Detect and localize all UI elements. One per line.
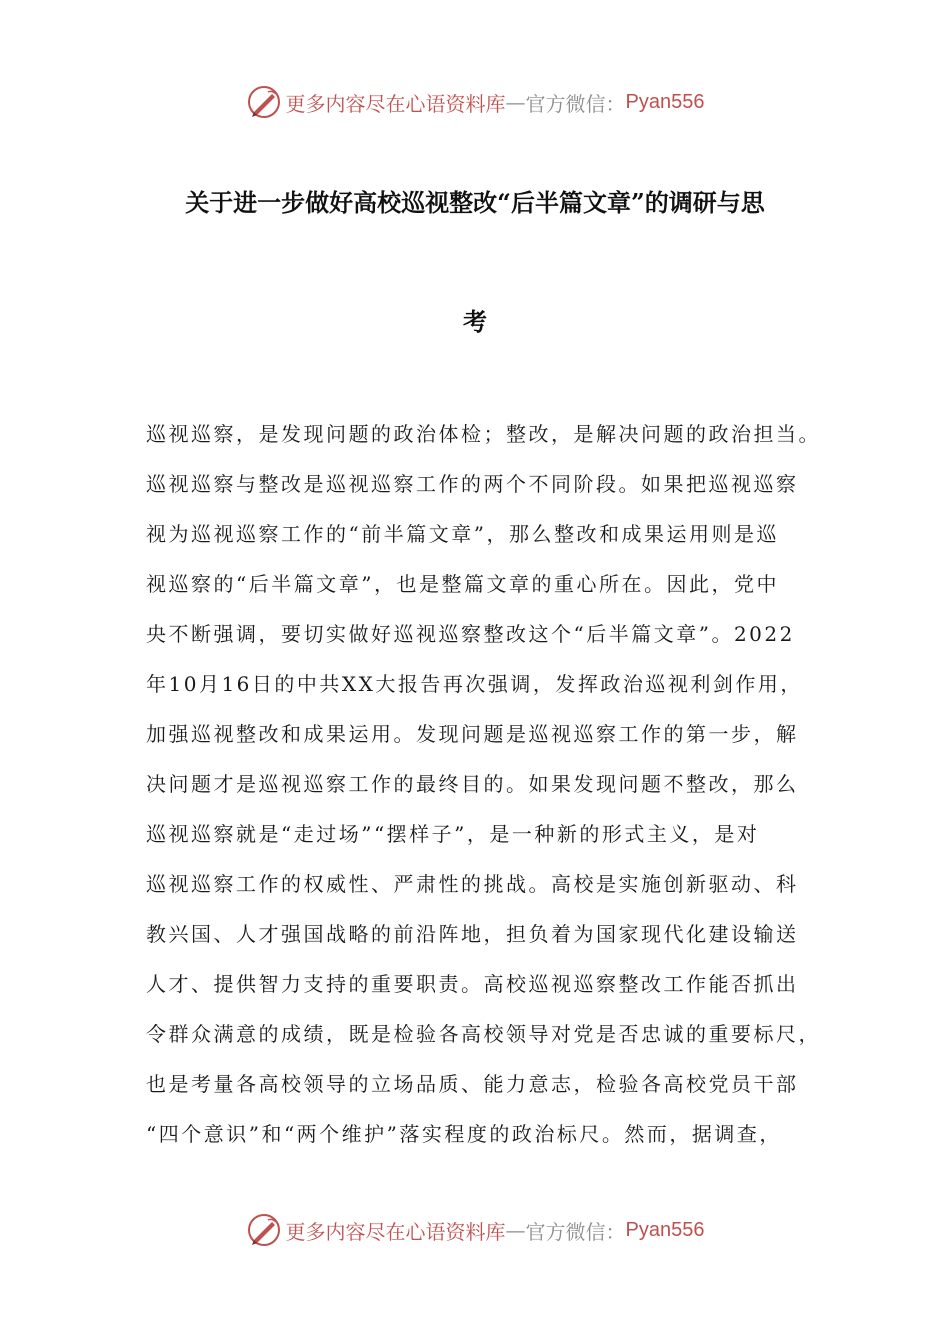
document-title-line-1: 关于进一步做好高校巡视整改“后半篇文章”的调研与思 <box>185 188 765 217</box>
wechat-id: Pyan556 <box>625 1218 705 1241</box>
body-line: 加强巡视整改和成果运用。发现问题是巡视巡察工作的第一步，解 <box>146 722 799 746</box>
wechat-id: Pyan556 <box>625 90 705 113</box>
body-line: 视为巡视巡察工作的“前半篇文章”，那么整改和成果运用则是巡 <box>146 522 779 546</box>
promo-text: 更多内容尽在心语资料库 <box>285 1219 506 1244</box>
pen-logo-icon <box>246 1212 282 1248</box>
body-line: “四个意识”和“两个维护”落实程度的政治标尺。然而，据调查， <box>146 1122 782 1146</box>
body-line: 巡视巡察，是发现问题的政治体检；整改，是解决问题的政治担当。 <box>146 422 821 446</box>
body-line: 令群众满意的成绩，既是检验各高校领导对党是否忠诚的重要标尺， <box>146 1022 821 1046</box>
body-line: 年10月16日的中共XX大报告再次强调，发挥政治巡视利剑作用， <box>146 672 803 696</box>
body-line: 巡视巡察工作的权威性、严肃性的挑战。高校是实施创新驱动、科 <box>146 872 799 896</box>
document-title-line-2: 考 <box>463 307 487 336</box>
wechat-label: 官方微信： <box>525 91 626 116</box>
wechat-label: 官方微信： <box>525 1219 626 1244</box>
body-line: 视巡察的“后半篇文章”，也是整篇文章的重心所在。因此，党中 <box>146 572 779 596</box>
body-line: 巡视巡察就是“走过场”“摆样子”，是一种新的形式主义，是对 <box>146 822 760 846</box>
document-body <box>146 414 826 1164</box>
body-line: 教兴国、人才强国战略的前沿阵地，担负着为国家现代化建设输送 <box>146 922 799 946</box>
body-line: 人才、提供智力支持的重要职责。高校巡视巡察整改工作能否抓出 <box>146 972 799 996</box>
body-line: 也是考量各高校领导的立场品质、能力意志，检验各高校党员干部 <box>146 1072 799 1096</box>
banner-dash: — <box>505 1218 526 1242</box>
banner-dash: — <box>505 90 526 114</box>
header-banner <box>0 82 950 122</box>
body-line: 决问题才是巡视巡察工作的最终目的。如果发现问题不整改，那么 <box>146 772 799 796</box>
body-line: 央不断强调，要切实做好巡视巡察整改这个“后半篇文章”。2022 <box>146 622 795 646</box>
body-line: 巡视巡察与整改是巡视巡察工作的两个不同阶段。如果把巡视巡察 <box>146 472 799 496</box>
pen-logo-icon <box>246 84 282 120</box>
promo-text: 更多内容尽在心语资料库 <box>285 91 506 116</box>
footer-banner <box>0 1210 950 1250</box>
